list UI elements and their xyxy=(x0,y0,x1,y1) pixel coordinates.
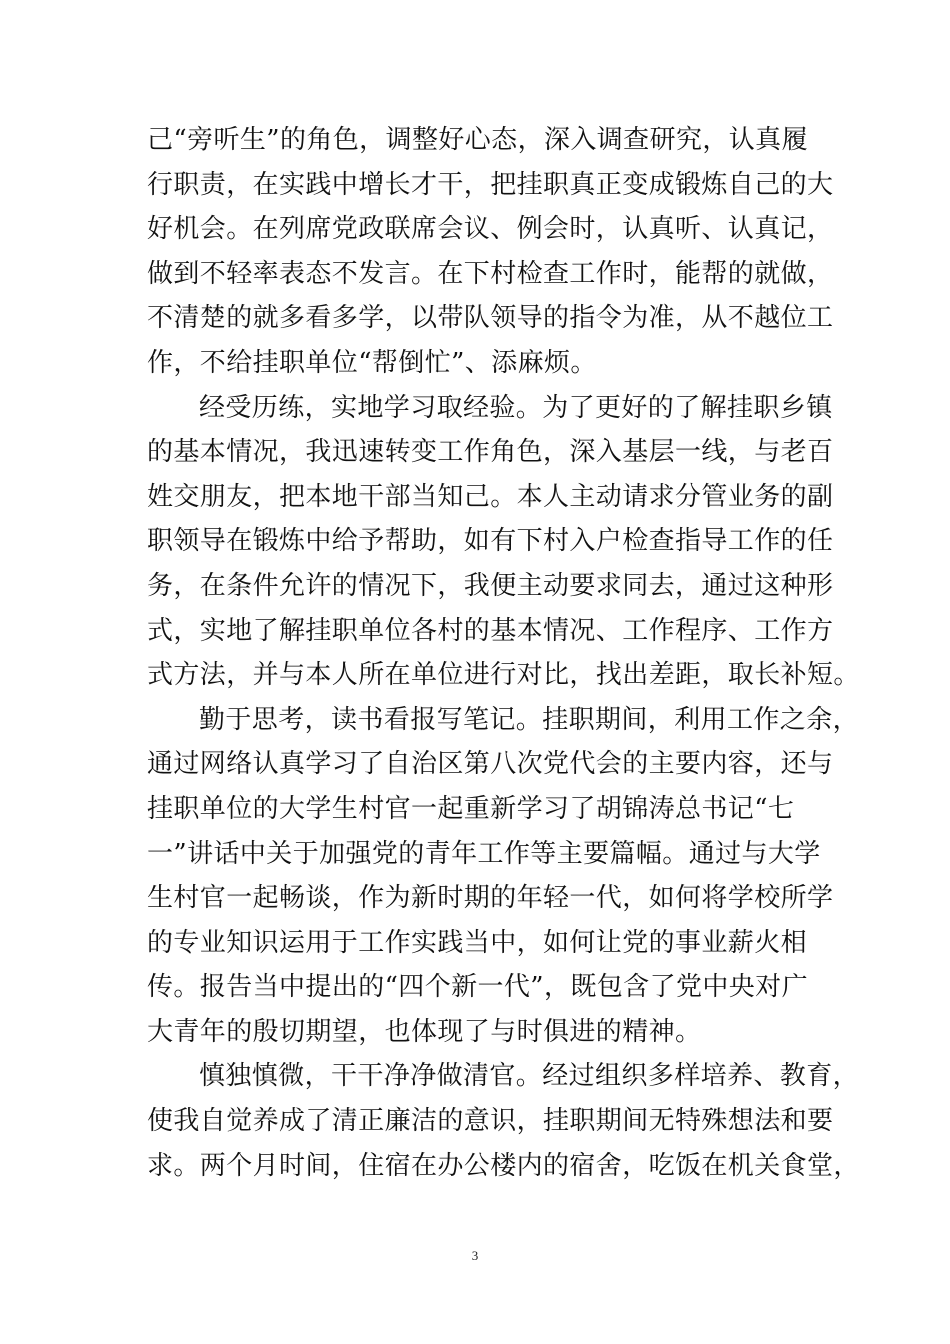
text-line: 姓交朋友，把本地干部当知己。本人主动请求分管业务的副 xyxy=(147,481,834,512)
text-line: 式，实地了解挂职单位各村的基本情况、工作程序、工作方 xyxy=(147,615,834,646)
text-line: 勤于思考，读书看报写笔记。挂职期间，利用工作之余， xyxy=(199,704,860,735)
text-line: 职领导在锻炼中给予帮助，如有下村入户检查指导工作的任 xyxy=(147,526,834,557)
text-line: 经受历练，实地学习取经验。为了更好的了解挂职乡镇 xyxy=(199,392,833,423)
text-line: 好机会。在列席党政联席会议、例会时，认真听、认真记， xyxy=(147,214,834,245)
text-line: 传。报告当中提出的“四个新一代”，既包含了党中央对广 xyxy=(147,972,808,1003)
text-line: 式方法，并与本人所在单位进行对比，找出差距，取长补短。 xyxy=(147,660,860,691)
text-line: 使我自觉养成了清正廉洁的意识，挂职期间无特殊想法和要 xyxy=(147,1106,834,1137)
text-line: 慎独慎微，干干净净做清官。经过组织多样培养、教育， xyxy=(199,1061,860,1092)
text-line: 大青年的殷切期望，也体现了与时俱进的精神。 xyxy=(147,1016,702,1047)
body-text xyxy=(147,118,860,1188)
text-line: 务，在条件允许的情况下，我便主动要求同去，通过这种形 xyxy=(147,570,834,601)
text-line: 的专业知识运用于工作实践当中，如何让党的事业薪火相 xyxy=(147,927,808,958)
text-line: 不清楚的就多看多学，以带队领导的指令为准，从不越位工 xyxy=(147,303,834,334)
text-line: 的基本情况，我迅速转变工作角色，深入基层一线，与老百 xyxy=(147,437,834,468)
text-line: 行职责，在实践中增长才干，把挂职真正变成锻炼自己的大 xyxy=(147,169,834,200)
text-line: 生村官一起畅谈，作为新时期的年轻一代，如何将学校所学 xyxy=(147,883,834,914)
text-line: 作，不给挂职单位“帮倒忙”、添麻烦。 xyxy=(147,347,597,378)
text-line: 通过网络认真学习了自治区第八次党代会的主要内容，还与 xyxy=(147,749,834,780)
text-line: 一”讲话中关于加强党的青年工作等主要篇幅。通过与大学 xyxy=(147,838,821,869)
text-line: 做到不轻率表态不发言。在下村检查工作时，能帮的就做， xyxy=(147,258,834,289)
text-line: 己“旁听生”的角色，调整好心态，深入调查研究，认真履 xyxy=(147,125,808,155)
page-number: 3 xyxy=(471,1248,479,1263)
text-line: 挂职单位的大学生村官一起重新学习了胡锦涛总书记“七 xyxy=(147,793,795,824)
text-line: 求。两个月时间，住宿在办公楼内的宿舍，吃饭在机关食堂， xyxy=(147,1150,860,1181)
